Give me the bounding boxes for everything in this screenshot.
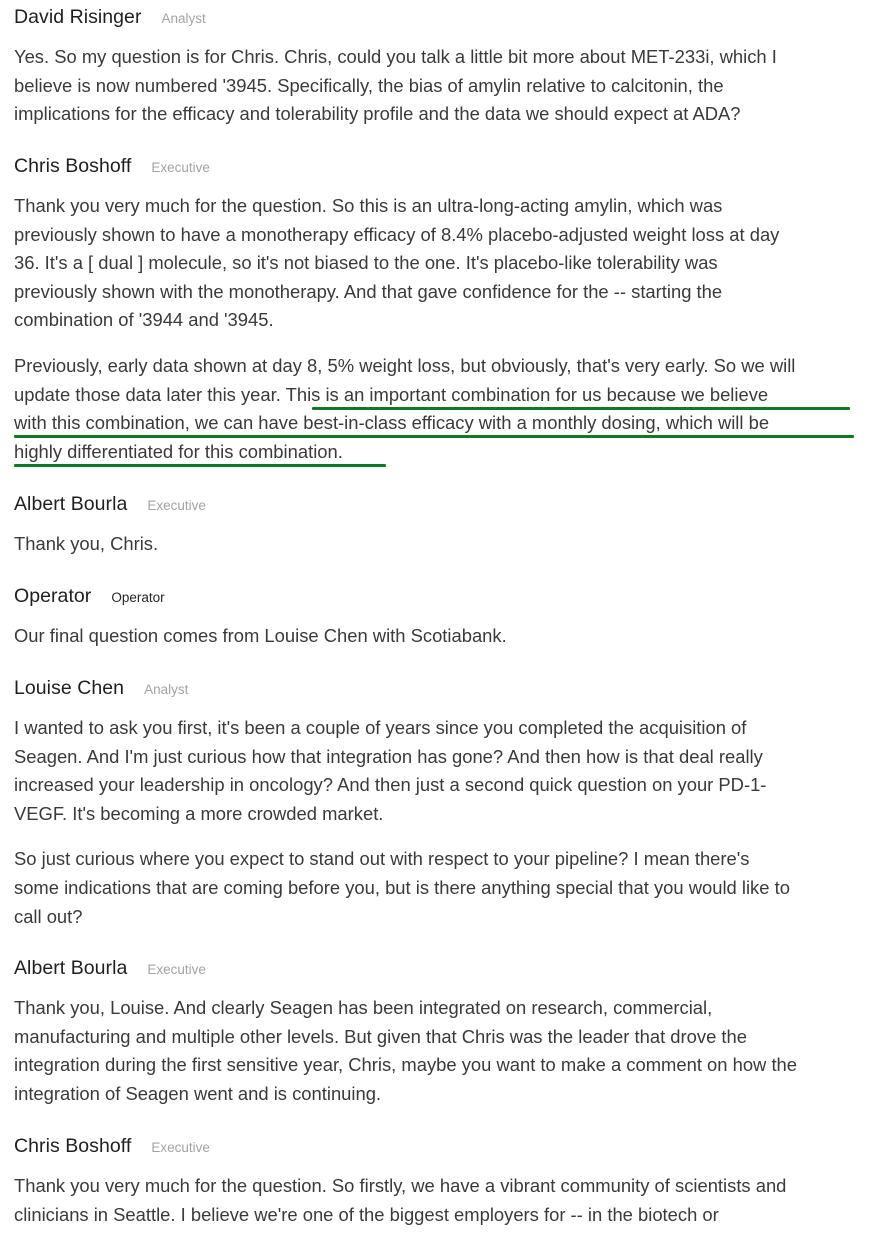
speech-line: [14, 409, 886, 438]
speaker-block: [14, 6, 886, 129]
speech-line: previously shown with the monotherapy. And that gave confidence for the -- starting the: [14, 280, 723, 302]
speaker-name: Chris Boshoff: [14, 155, 132, 177]
speech-line: Thank you very much for the question. So this is an ultra-long-acting amylin, which was: [14, 195, 723, 216]
speech-line: 36. It's a [ dual ] molecule, so it's not biased to the one. It's placebo-like tolerability was: [14, 252, 718, 274]
speaker-header: [14, 957, 886, 981]
speech-line: integration during the first sensitive year, Chris, maybe you want to make a comment on how the: [14, 1054, 798, 1076]
speaker-role-badge: Analyst: [144, 682, 189, 697]
speaker-name: David Risinger: [14, 6, 142, 28]
speech-line-text: highly differentiated for this combination.: [14, 440, 343, 462]
speaker-header: [14, 1135, 886, 1159]
speech-line: [14, 381, 886, 410]
speech-line: Our final question comes from Louise Chen with Scotiabank.: [14, 625, 507, 646]
speech-line: manufacturing and multiple other levels. But given that Chris was the leader that drove the: [14, 1025, 747, 1047]
speaker-name: Louise Chen: [14, 677, 125, 699]
speaker-header: [14, 493, 886, 517]
speech-line-text: with this combination, we can have best-in-class efficacy with a monthly dosing, which will be: [14, 412, 770, 434]
speech-line: believe is now numbered '3945. Specifically, the bias of amylin relative to calcitonin, the: [14, 74, 724, 96]
speaker-block: [14, 677, 886, 931]
speaker-role-badge: Executive: [151, 160, 210, 175]
speaker-role-badge: Executive: [147, 498, 206, 513]
speech-line: implications for the efficacy and tolerability profile and the data we should expect at ADA?: [14, 103, 741, 125]
speech-line: some indications that are coming before you, but is there anything special that you would like to: [14, 876, 790, 898]
speaker-role-badge: Executive: [147, 962, 206, 977]
speaker-name: Chris Boshoff: [14, 1135, 132, 1157]
speech-paragraph: [14, 192, 886, 335]
highlight-underline: [14, 464, 386, 467]
speech-line: previously shown to have a monotherapy efficacy of 8.4% placebo-adjusted weight loss at day: [14, 223, 780, 245]
speaker-header: [14, 155, 886, 179]
speech-line: Thank you, Louise. And clearly Seagen has been integrated on research, commercial,: [14, 997, 713, 1018]
speech-line: [14, 438, 886, 467]
speaker-header: [14, 585, 886, 609]
speech-line: Thank you, Chris.: [14, 533, 159, 554]
speech-paragraph: [14, 994, 886, 1108]
speech-line: clinicians in Seattle. I believe we're one of the biggest employers for -- in the biotech or: [14, 1203, 719, 1225]
speech-line: VEGF. It's becoming a more crowded market.: [14, 802, 384, 824]
speaker-block: [14, 1135, 886, 1229]
speaker-role-badge: Operator: [111, 590, 165, 605]
speaker-block: [14, 493, 886, 559]
speaker-name: Albert Bourla: [14, 493, 128, 515]
speaker-block: [14, 155, 886, 466]
speech-paragraph: [14, 714, 886, 828]
speaker-block: [14, 957, 886, 1108]
speech-line: Seagen. And I'm just curious how that integration has gone? And then how is that deal really: [14, 745, 763, 767]
speech-paragraph: [14, 1172, 886, 1229]
speaker-name: Operator: [14, 585, 92, 607]
speech-paragraph: [14, 43, 886, 129]
speech-line-text: update those data later this year. This is an important combination for us because we believe: [14, 383, 769, 405]
speech-line: call out?: [14, 905, 83, 927]
speech-line: I wanted to ask you first, it's been a couple of years since you completed the acquisition of: [14, 717, 747, 738]
speech-paragraph: [14, 622, 886, 651]
speaker-block: [14, 585, 886, 651]
speaker-role-badge: Analyst: [161, 11, 206, 26]
speech-line: So just curious where you expect to stand out with respect to your pipeline? I mean there's: [14, 848, 750, 870]
speech-line: combination of '3944 and '3945.: [14, 309, 274, 331]
speaker-role-badge: Executive: [151, 1140, 210, 1155]
speaker-header: [14, 677, 886, 701]
speech-line: integration of Seagen went and is continuing.: [14, 1082, 382, 1104]
speaker-header: [14, 6, 886, 30]
speech-line: increased your leadership in oncology? And then just a second quick question on your PD-1-: [14, 774, 767, 796]
speech-line: Yes. So my question is for Chris. Chris, could you talk a little bit more about MET-233i, which I: [14, 46, 777, 67]
speaker-name: Albert Bourla: [14, 957, 128, 979]
speech-paragraph: [14, 845, 886, 931]
speech-paragraph: [14, 530, 886, 559]
speech-paragraph: [14, 352, 886, 466]
speech-line: Thank you very much for the question. So firstly, we have a vibrant community of scientists and: [14, 1175, 787, 1196]
speech-line: Previously, early data shown at day 8, 5% weight loss, but obviously, that's very early. So we will: [14, 354, 796, 376]
